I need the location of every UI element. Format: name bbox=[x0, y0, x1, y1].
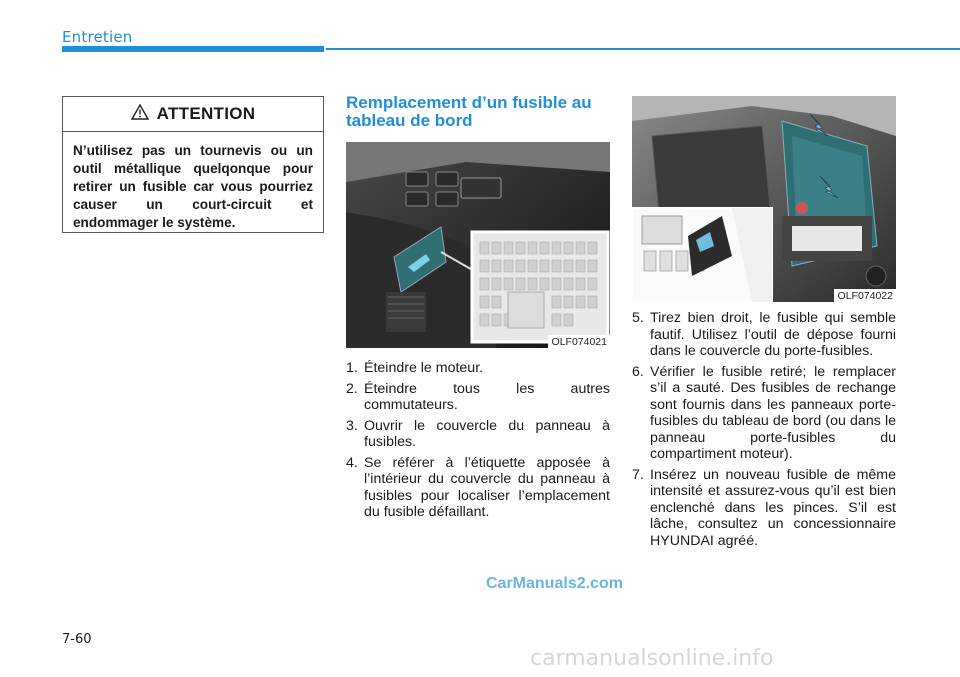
step-number: 2. bbox=[346, 380, 358, 397]
dashboard-fuse-illustration bbox=[346, 142, 610, 348]
step-number: 3. bbox=[346, 417, 358, 434]
engine-fuse-figure bbox=[632, 96, 896, 302]
step-number: 1. bbox=[346, 360, 358, 376]
header-rule-thin bbox=[326, 48, 960, 50]
step-number: 4. bbox=[346, 454, 358, 471]
step-number: 6. bbox=[632, 363, 644, 380]
step-text: Se référer à l’étiquette apposée à l’intérieur du couvercle du panneau à fusibles pour localiser l’emplacement du fusible défaillant. bbox=[364, 454, 610, 520]
steps-list-right bbox=[632, 310, 896, 553]
figure-code: OLF074022 bbox=[834, 289, 896, 302]
list-item bbox=[346, 418, 610, 451]
section-header: Entretien bbox=[62, 28, 133, 46]
engine-fuse-illustration bbox=[632, 96, 896, 302]
section-title: Remplacement d’un fusible au tableau de bord bbox=[346, 93, 592, 130]
dashboard-fuse-figure bbox=[346, 142, 610, 348]
warning-icon bbox=[131, 104, 149, 125]
attention-title: ATTENTION bbox=[156, 104, 256, 123]
header-rule-thick bbox=[62, 46, 324, 52]
steps-list-left bbox=[346, 360, 610, 525]
page-number: 7-60 bbox=[62, 632, 92, 647]
list-item bbox=[346, 455, 610, 521]
step-text: Insérez un nouveau fusible de même intensité et assurez-vous qu’il est bien enclenché dans les pinces. S’il est lâche, consultez un concessionnaire HYUNDAI agréé. bbox=[650, 466, 896, 549]
step-text: Éteindre tous les autres commutateurs. bbox=[364, 380, 610, 413]
footer-watermark: carmanualsonline.info bbox=[530, 646, 774, 671]
list-item bbox=[632, 310, 896, 360]
list-item bbox=[632, 467, 896, 550]
attention-body: N’utilisez pas un tournevis ou un outil métallique quelqonque pour retirer un fusible car vous pourriez causer un court-circuit et endommager le système. bbox=[73, 143, 313, 230]
step-number: 5. bbox=[632, 310, 644, 326]
site-watermark: CarManuals2.com bbox=[486, 575, 623, 592]
list-item bbox=[346, 381, 610, 414]
attention-header bbox=[63, 97, 323, 132]
step-text: Vérifier le fusible retiré; le remplacer s’il a sauté. Des fusibles de rechange sont fournis dans les panneaux porte-fusibles du tableau de bord (ou dans le panneau porte-fusibles du compartiment moteur). bbox=[650, 363, 896, 462]
figure-code: OLF074021 bbox=[548, 335, 610, 348]
step-text: Ouvrir le couvercle du panneau à fusibles. bbox=[364, 417, 610, 450]
list-item bbox=[632, 364, 896, 463]
step-text: Tirez bien droit, le fusible qui semble fautif. Utilisez l’outil de dépose fourni dans le couvercle du porte-fusibles. bbox=[650, 310, 896, 359]
attention-box bbox=[62, 96, 324, 233]
step-number: 7. bbox=[632, 466, 644, 483]
list-item bbox=[346, 360, 610, 377]
step-text: Éteindre le moteur. bbox=[364, 360, 484, 376]
